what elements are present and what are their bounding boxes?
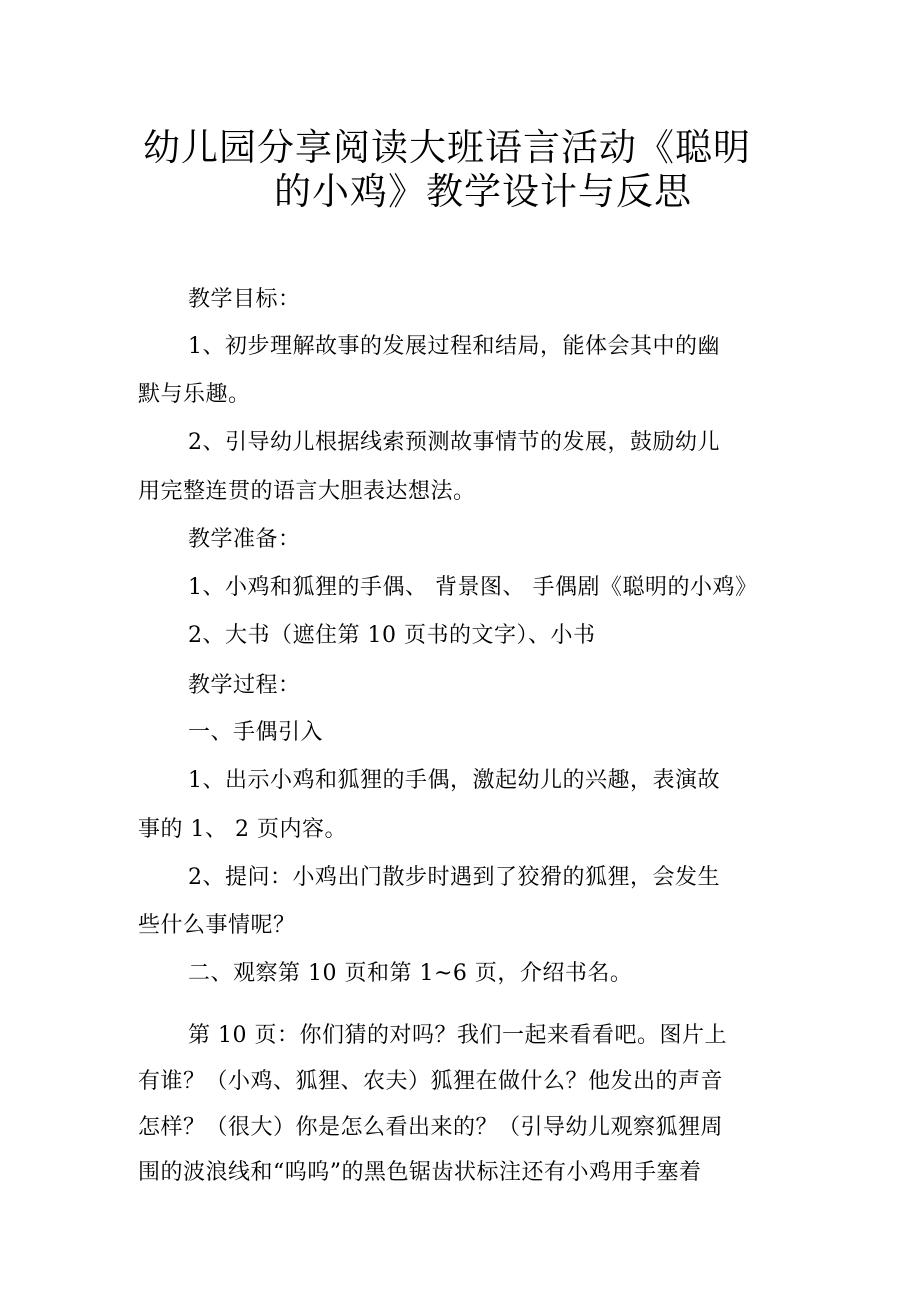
paragraph-line: 些什么事情呢？ [138,913,296,938]
paragraph-line: 1、出示小鸡和狐狸的手偶，激起幼儿的兴趣，表演故 [188,768,720,793]
section-heading-preparation: 教学准备： [188,527,301,552]
paragraph-line: 默与乐趣。 [138,382,251,407]
section-heading-process: 教学过程： [188,673,301,698]
paragraph-line: 用完整连贯的语言大胆表达想法。 [138,479,476,504]
section-heading-goals: 教学目标： [188,287,301,312]
paragraph-line: 围的波浪线和“呜呜”的黑色锯齿状标注还有小鸡用手塞着 [138,1160,702,1185]
paragraph-line: 怎样？（很大）你是怎么看出来的？（引导幼儿观察狐狸周 [138,1115,724,1140]
paragraph-line: 1、小鸡和狐狸的手偶、 背景图、 手偶剧《聪明的小鸡》 [188,575,758,600]
paragraph-line: 1、初步理解故事的发展过程和结局，能体会其中的幽 [188,334,720,359]
paragraph-line: 事的 1、 2 页内容。 [138,817,347,842]
paragraph-line: 第 10 页：你们猜的对吗？我们一起来看看吧。图片上 [188,1023,727,1048]
paragraph-line: 2、大书（遮住第 10 页书的文字）、小书 [188,623,596,648]
document-title-line-2: 的小鸡》教学设计与反思 [274,170,692,213]
subheading-line: 二、观察第 10 页和第 1~6 页，介绍书名。 [188,961,633,986]
paragraph-line: 2、引导幼儿根据线索预测故事情节的发展，鼓励幼儿 [188,430,720,455]
paragraph-line: 2、提问：小鸡出门散步时遇到了狡猾的狐狸，会发生 [188,865,720,890]
paragraph-line: 有谁？（小鸡、狐狸、农夫）狐狸在做什么？他发出的声音 [138,1069,724,1094]
subheading-line: 一、手偶引入 [188,720,324,745]
document-title-line-1: 幼儿园分享阅读大班语言活动《聪明 [143,126,751,169]
